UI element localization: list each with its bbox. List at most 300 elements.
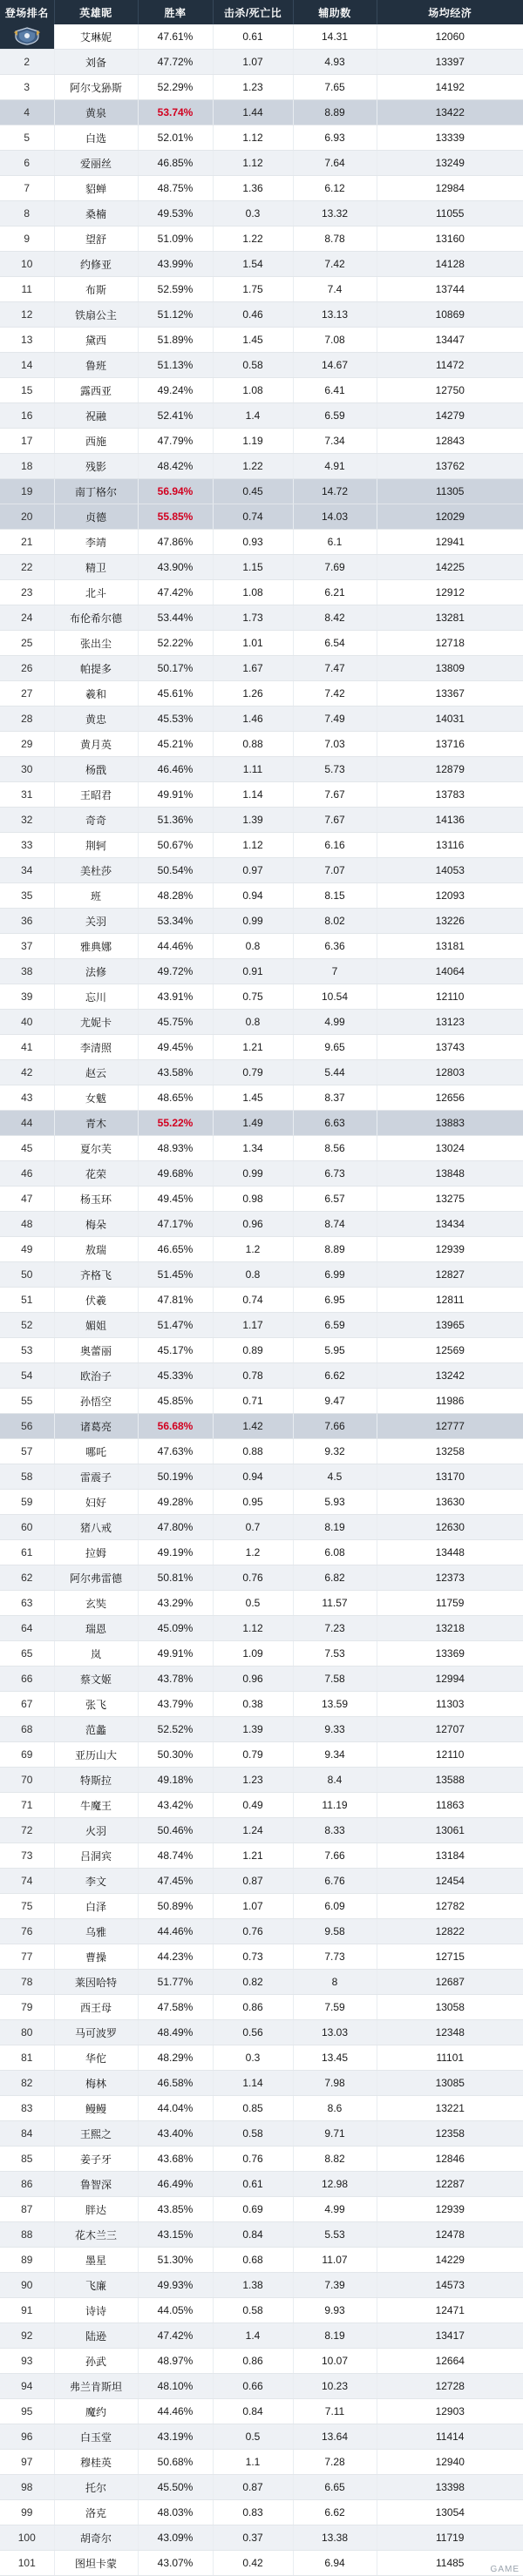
table-row[interactable] bbox=[0, 580, 523, 605]
table-row[interactable] bbox=[0, 2045, 523, 2071]
cell-kd-ratio: 0.91 bbox=[213, 959, 293, 984]
cell-hero-name: 猪八戒 bbox=[54, 1515, 138, 1540]
cell-gold: 13160 bbox=[377, 226, 523, 252]
cell-assists: 4.5 bbox=[293, 1464, 377, 1490]
cell-winrate: 55.85% bbox=[138, 504, 213, 530]
cell-kd-ratio: 0.8 bbox=[213, 934, 293, 959]
table-row[interactable] bbox=[0, 1187, 523, 1212]
cell-winrate: 49.45% bbox=[138, 1187, 213, 1212]
table-row[interactable] bbox=[0, 656, 523, 681]
cell-kd-ratio: 0.76 bbox=[213, 1919, 293, 1944]
cell-assists: 6.59 bbox=[293, 403, 377, 429]
cell-assists: 7.59 bbox=[293, 1995, 377, 2020]
table-row[interactable] bbox=[0, 504, 523, 530]
cell-gold: 12373 bbox=[377, 1565, 523, 1591]
table-row[interactable] bbox=[0, 2298, 523, 2323]
cell-rank: 95 bbox=[0, 2399, 54, 2424]
cell-kd-ratio: 0.76 bbox=[213, 2147, 293, 2172]
cell-hero-name: 王熙之 bbox=[54, 2121, 138, 2147]
cell-kd-ratio: 0.42 bbox=[213, 2551, 293, 2576]
cell-winrate: 52.41% bbox=[138, 403, 213, 429]
cell-gold: 12287 bbox=[377, 2172, 523, 2197]
cell-gold: 12478 bbox=[377, 2222, 523, 2248]
table-row[interactable] bbox=[0, 1793, 523, 1818]
cell-hero-name: 荆轲 bbox=[54, 833, 138, 858]
table-row[interactable] bbox=[0, 1919, 523, 1944]
table-row[interactable] bbox=[0, 833, 523, 858]
table-row[interactable] bbox=[0, 757, 523, 782]
cell-gold: 13061 bbox=[377, 1818, 523, 1843]
column-header-rank[interactable]: 登场排名 bbox=[0, 0, 54, 24]
table-row[interactable] bbox=[0, 2172, 523, 2197]
table-row[interactable] bbox=[0, 201, 523, 226]
cell-assists: 8.74 bbox=[293, 1212, 377, 1237]
cell-kd-ratio: 1.45 bbox=[213, 328, 293, 353]
cell-kd-ratio: 1.12 bbox=[213, 151, 293, 176]
cell-kd-ratio: 0.61 bbox=[213, 24, 293, 50]
cell-winrate: 50.67% bbox=[138, 833, 213, 858]
table-row[interactable] bbox=[0, 24, 523, 50]
cell-winrate: 43.91% bbox=[138, 984, 213, 1010]
cell-kd-ratio: 0.58 bbox=[213, 2298, 293, 2323]
table-row[interactable] bbox=[0, 1768, 523, 1793]
cell-assists: 7.4 bbox=[293, 277, 377, 302]
table-row[interactable] bbox=[0, 100, 523, 125]
table-row[interactable] bbox=[0, 2222, 523, 2248]
cell-gold: 13743 bbox=[377, 1035, 523, 1060]
cell-rank: 45 bbox=[0, 1136, 54, 1161]
table-row[interactable] bbox=[0, 1944, 523, 1970]
cell-kd-ratio: 1.46 bbox=[213, 707, 293, 732]
table-row[interactable] bbox=[0, 1565, 523, 1591]
cell-kd-ratio: 0.3 bbox=[213, 2045, 293, 2071]
cell-assists: 10.23 bbox=[293, 2374, 377, 2399]
cell-gold: 11986 bbox=[377, 1389, 523, 1414]
cell-assists: 7.67 bbox=[293, 808, 377, 833]
cell-gold: 12827 bbox=[377, 1262, 523, 1288]
cell-hero-name: 桑楠 bbox=[54, 201, 138, 226]
table-row[interactable] bbox=[0, 555, 523, 580]
table-row[interactable] bbox=[0, 2374, 523, 2399]
cell-kd-ratio: 1.21 bbox=[213, 1843, 293, 1869]
cell-gold: 12803 bbox=[377, 1060, 523, 1085]
cell-rank: 59 bbox=[0, 1490, 54, 1515]
table-row[interactable] bbox=[0, 176, 523, 201]
cell-hero-name: 白玉堂 bbox=[54, 2424, 138, 2450]
cell-assists: 13.38 bbox=[293, 2525, 377, 2551]
cell-assists: 7.67 bbox=[293, 782, 377, 808]
cell-rank: 52 bbox=[0, 1313, 54, 1338]
table-row[interactable] bbox=[0, 2525, 523, 2551]
cell-assists: 7.73 bbox=[293, 1944, 377, 1970]
cell-assists: 14.03 bbox=[293, 504, 377, 530]
cell-hero-name: 赵云 bbox=[54, 1060, 138, 1085]
cell-winrate: 44.23% bbox=[138, 1944, 213, 1970]
cell-kd-ratio: 0.95 bbox=[213, 1490, 293, 1515]
table-row[interactable] bbox=[0, 909, 523, 934]
cell-kd-ratio: 0.58 bbox=[213, 2121, 293, 2147]
cell-hero-name: 妇好 bbox=[54, 1490, 138, 1515]
table-row[interactable] bbox=[0, 2096, 523, 2121]
table-row[interactable] bbox=[0, 1641, 523, 1667]
cell-hero-name: 亚历山大 bbox=[54, 1742, 138, 1768]
table-row[interactable] bbox=[0, 1464, 523, 1490]
cell-assists: 7.53 bbox=[293, 1641, 377, 1667]
cell-rank: 80 bbox=[0, 2020, 54, 2045]
table-row[interactable] bbox=[0, 75, 523, 100]
table-row[interactable] bbox=[0, 1869, 523, 1894]
cell-hero-name: 西王母 bbox=[54, 1995, 138, 2020]
cell-assists: 9.32 bbox=[293, 1439, 377, 1464]
table-row[interactable] bbox=[0, 732, 523, 757]
cell-winrate: 47.58% bbox=[138, 1995, 213, 2020]
table-row[interactable] bbox=[0, 2323, 523, 2349]
table-row[interactable] bbox=[0, 1035, 523, 1060]
cell-winrate: 52.59% bbox=[138, 277, 213, 302]
cell-rank: 12 bbox=[0, 302, 54, 328]
cell-hero-name: 胡奇尔 bbox=[54, 2525, 138, 2551]
table-row[interactable] bbox=[0, 808, 523, 833]
cell-kd-ratio: 0.93 bbox=[213, 530, 293, 555]
cell-hero-name: 黄泉 bbox=[54, 100, 138, 125]
table-row[interactable] bbox=[0, 2147, 523, 2172]
cell-assists: 7.07 bbox=[293, 858, 377, 883]
cell-assists: 9.34 bbox=[293, 1742, 377, 1768]
cell-winrate: 47.61% bbox=[138, 24, 213, 50]
cell-assists: 12.98 bbox=[293, 2172, 377, 2197]
cell-winrate: 49.91% bbox=[138, 782, 213, 808]
cell-kd-ratio: 0.96 bbox=[213, 1212, 293, 1237]
cell-kd-ratio: 0.69 bbox=[213, 2197, 293, 2222]
table-row[interactable] bbox=[0, 1212, 523, 1237]
table-row[interactable] bbox=[0, 1667, 523, 1692]
table-row[interactable] bbox=[0, 858, 523, 883]
cell-kd-ratio: 0.61 bbox=[213, 2172, 293, 2197]
table-row[interactable] bbox=[0, 1262, 523, 1288]
table-row[interactable] bbox=[0, 2399, 523, 2424]
cell-assists: 7.03 bbox=[293, 732, 377, 757]
cell-hero-name: 吕洞宾 bbox=[54, 1843, 138, 1869]
cell-kd-ratio: 1.49 bbox=[213, 1111, 293, 1136]
cell-gold: 13630 bbox=[377, 1490, 523, 1515]
cell-winrate: 50.81% bbox=[138, 1565, 213, 1591]
table-row[interactable] bbox=[0, 959, 523, 984]
cell-assists: 9.71 bbox=[293, 2121, 377, 2147]
cell-assists: 8.89 bbox=[293, 1237, 377, 1262]
cell-gold: 13281 bbox=[377, 605, 523, 631]
cell-rank: 13 bbox=[0, 328, 54, 353]
cell-gold: 13448 bbox=[377, 1540, 523, 1565]
cell-assists: 6.36 bbox=[293, 934, 377, 959]
table-row[interactable] bbox=[0, 883, 523, 909]
cell-gold: 12750 bbox=[377, 378, 523, 403]
cell-hero-name: 哪吒 bbox=[54, 1439, 138, 1464]
cell-winrate: 48.97% bbox=[138, 2349, 213, 2374]
table-row[interactable] bbox=[0, 1818, 523, 1843]
cell-hero-name: 梅林 bbox=[54, 2071, 138, 2096]
cell-assists: 6.41 bbox=[293, 378, 377, 403]
table-row[interactable] bbox=[0, 1439, 523, 1464]
cell-rank: 7 bbox=[0, 176, 54, 201]
cell-kd-ratio: 1.19 bbox=[213, 429, 293, 454]
cell-hero-name: 玄奘 bbox=[54, 1591, 138, 1616]
table-row[interactable] bbox=[0, 2273, 523, 2298]
cell-assists: 8.02 bbox=[293, 909, 377, 934]
cell-hero-name: 洛克 bbox=[54, 2500, 138, 2525]
table-row[interactable] bbox=[0, 2121, 523, 2147]
cell-winrate: 50.46% bbox=[138, 1818, 213, 1843]
cell-rank: 98 bbox=[0, 2475, 54, 2500]
table-row[interactable] bbox=[0, 1540, 523, 1565]
cell-rank: 47 bbox=[0, 1187, 54, 1212]
cell-gold: 13762 bbox=[377, 454, 523, 479]
cell-winrate: 43.58% bbox=[138, 1060, 213, 1085]
table-row[interactable] bbox=[0, 1742, 523, 1768]
cell-rank: 54 bbox=[0, 1363, 54, 1389]
cell-assists: 9.58 bbox=[293, 1919, 377, 1944]
cell-rank: 72 bbox=[0, 1818, 54, 1843]
cell-hero-name: 贞德 bbox=[54, 504, 138, 530]
cell-assists: 8.19 bbox=[293, 1515, 377, 1540]
table-row[interactable] bbox=[0, 1970, 523, 1995]
table-row[interactable] bbox=[0, 2197, 523, 2222]
table-row[interactable] bbox=[0, 2500, 523, 2525]
table-row[interactable] bbox=[0, 1085, 523, 1111]
cell-hero-name: 胖达 bbox=[54, 2197, 138, 2222]
table-row[interactable] bbox=[0, 479, 523, 504]
table-row[interactable] bbox=[0, 2424, 523, 2450]
table-row[interactable] bbox=[0, 605, 523, 631]
cell-kd-ratio: 1.1 bbox=[213, 2450, 293, 2475]
cell-winrate: 45.61% bbox=[138, 681, 213, 707]
cell-hero-name: 黄忠 bbox=[54, 707, 138, 732]
cell-rank: 67 bbox=[0, 1692, 54, 1717]
cell-assists: 8.15 bbox=[293, 883, 377, 909]
cell-hero-name: 美杜莎 bbox=[54, 858, 138, 883]
cell-rank: 64 bbox=[0, 1616, 54, 1641]
cell-hero-name: 关羽 bbox=[54, 909, 138, 934]
cell-winrate: 44.46% bbox=[138, 1919, 213, 1944]
cell-rank: 38 bbox=[0, 959, 54, 984]
table-row[interactable] bbox=[0, 2248, 523, 2273]
table-row[interactable] bbox=[0, 1060, 523, 1085]
cell-kd-ratio: 1.73 bbox=[213, 605, 293, 631]
cell-gold: 12358 bbox=[377, 2121, 523, 2147]
table-header bbox=[0, 0, 523, 24]
cell-gold: 12715 bbox=[377, 1944, 523, 1970]
cell-kd-ratio: 0.5 bbox=[213, 1591, 293, 1616]
cell-gold: 11472 bbox=[377, 353, 523, 378]
table-row[interactable] bbox=[0, 984, 523, 1010]
table-row[interactable] bbox=[0, 2450, 523, 2475]
table-row[interactable] bbox=[0, 1490, 523, 1515]
cell-kd-ratio: 0.76 bbox=[213, 1565, 293, 1591]
cell-hero-name: 媚姐 bbox=[54, 1313, 138, 1338]
cell-hero-name: 北斗 bbox=[54, 580, 138, 605]
cell-winrate: 52.29% bbox=[138, 75, 213, 100]
column-header-hero[interactable]: 英雄昵 bbox=[54, 0, 138, 24]
table-row[interactable] bbox=[0, 252, 523, 277]
cell-assists: 6.95 bbox=[293, 1288, 377, 1313]
cell-kd-ratio: 1.21 bbox=[213, 1035, 293, 1060]
table-row[interactable] bbox=[0, 302, 523, 328]
table-row[interactable] bbox=[0, 1288, 523, 1313]
cell-gold: 13367 bbox=[377, 681, 523, 707]
cell-winrate: 53.74% bbox=[138, 100, 213, 125]
table-row[interactable] bbox=[0, 277, 523, 302]
table-row[interactable] bbox=[0, 2551, 523, 2576]
column-header-assists[interactable]: 辅助数 bbox=[293, 0, 377, 24]
table-row[interactable] bbox=[0, 1894, 523, 1919]
table-row[interactable] bbox=[0, 1414, 523, 1439]
cell-hero-name: 齐格飞 bbox=[54, 1262, 138, 1288]
table-row[interactable] bbox=[0, 125, 523, 151]
cell-rank: 27 bbox=[0, 681, 54, 707]
cell-rank: 50 bbox=[0, 1262, 54, 1288]
cell-winrate: 47.72% bbox=[138, 50, 213, 75]
cell-winrate: 51.45% bbox=[138, 1262, 213, 1288]
cell-gold: 11055 bbox=[377, 201, 523, 226]
cell-rank: 77 bbox=[0, 1944, 54, 1970]
cell-kd-ratio: 0.56 bbox=[213, 2020, 293, 2045]
cell-rank: 6 bbox=[0, 151, 54, 176]
cell-assists: 5.73 bbox=[293, 757, 377, 782]
table-row[interactable] bbox=[0, 353, 523, 378]
table-row[interactable] bbox=[0, 226, 523, 252]
column-header-gold[interactable]: 场均经济 bbox=[377, 0, 523, 24]
cell-assists: 6.08 bbox=[293, 1540, 377, 1565]
column-header-kd[interactable]: 击杀/死亡比 bbox=[213, 0, 293, 24]
cell-assists: 6.12 bbox=[293, 176, 377, 201]
cell-assists: 7.42 bbox=[293, 681, 377, 707]
cell-assists: 4.91 bbox=[293, 454, 377, 479]
cell-winrate: 51.12% bbox=[138, 302, 213, 328]
cell-assists: 6.99 bbox=[293, 1262, 377, 1288]
cell-winrate: 46.85% bbox=[138, 151, 213, 176]
table-row[interactable] bbox=[0, 1389, 523, 1414]
cell-hero-name: 伏羲 bbox=[54, 1288, 138, 1313]
cell-rank: 42 bbox=[0, 1060, 54, 1085]
table-row[interactable] bbox=[0, 1363, 523, 1389]
cell-hero-name: 忘川 bbox=[54, 984, 138, 1010]
cell-winrate: 44.05% bbox=[138, 2298, 213, 2323]
table-row[interactable] bbox=[0, 151, 523, 176]
cell-hero-name: 鳗鳗 bbox=[54, 2096, 138, 2121]
table-row[interactable] bbox=[0, 1717, 523, 1742]
table-row[interactable] bbox=[0, 1313, 523, 1338]
table-row[interactable] bbox=[0, 454, 523, 479]
cell-gold: 12879 bbox=[377, 757, 523, 782]
cell-rank: 63 bbox=[0, 1591, 54, 1616]
cell-gold: 12718 bbox=[377, 631, 523, 656]
column-header-winrate[interactable]: 胜率 bbox=[138, 0, 213, 24]
cell-assists: 6.73 bbox=[293, 1161, 377, 1187]
cell-hero-name: 梅朵 bbox=[54, 1212, 138, 1237]
table-row[interactable] bbox=[0, 328, 523, 353]
table-row[interactable] bbox=[0, 681, 523, 707]
table-row[interactable] bbox=[0, 2475, 523, 2500]
cell-rank: 9 bbox=[0, 226, 54, 252]
table-row[interactable] bbox=[0, 782, 523, 808]
table-row[interactable] bbox=[0, 429, 523, 454]
table-row[interactable] bbox=[0, 1515, 523, 1540]
table-row[interactable] bbox=[0, 403, 523, 429]
cell-hero-name: 孙悟空 bbox=[54, 1389, 138, 1414]
cell-kd-ratio: 1.39 bbox=[213, 808, 293, 833]
cell-kd-ratio: 0.37 bbox=[213, 2525, 293, 2551]
cell-hero-name: 诸葛亮 bbox=[54, 1414, 138, 1439]
cell-winrate: 49.93% bbox=[138, 2273, 213, 2298]
cell-assists: 6.63 bbox=[293, 1111, 377, 1136]
table-row[interactable] bbox=[0, 1338, 523, 1363]
cell-hero-name: 艾琳妮 bbox=[54, 24, 138, 50]
cell-rank: 51 bbox=[0, 1288, 54, 1313]
table-row[interactable] bbox=[0, 2020, 523, 2045]
cell-gold: 13883 bbox=[377, 1111, 523, 1136]
cell-gold: 12940 bbox=[377, 2450, 523, 2475]
cell-hero-name: 姜子牙 bbox=[54, 2147, 138, 2172]
cell-assists: 11.07 bbox=[293, 2248, 377, 2273]
table-row[interactable] bbox=[0, 1692, 523, 1717]
table-row[interactable] bbox=[0, 50, 523, 75]
cell-winrate: 53.44% bbox=[138, 605, 213, 631]
cell-winrate: 50.19% bbox=[138, 1464, 213, 1490]
table-row[interactable] bbox=[0, 378, 523, 403]
table-row[interactable] bbox=[0, 934, 523, 959]
cell-assists: 6.1 bbox=[293, 530, 377, 555]
table-row[interactable] bbox=[0, 707, 523, 732]
table-row[interactable] bbox=[0, 631, 523, 656]
cell-gold: 11759 bbox=[377, 1591, 523, 1616]
cell-hero-name: 华佗 bbox=[54, 2045, 138, 2071]
cell-hero-name: 孙武 bbox=[54, 2349, 138, 2374]
table-row[interactable] bbox=[0, 1161, 523, 1187]
cell-kd-ratio: 1.12 bbox=[213, 125, 293, 151]
cell-assists: 7 bbox=[293, 959, 377, 984]
table-row[interactable] bbox=[0, 530, 523, 555]
cell-gold: 11101 bbox=[377, 2045, 523, 2071]
cell-assists: 13.45 bbox=[293, 2045, 377, 2071]
table-row[interactable] bbox=[0, 1136, 523, 1161]
cell-kd-ratio: 1.2 bbox=[213, 1237, 293, 1262]
table-row[interactable] bbox=[0, 1843, 523, 1869]
table-row[interactable] bbox=[0, 2349, 523, 2374]
table-row[interactable] bbox=[0, 1616, 523, 1641]
cell-hero-name: 法修 bbox=[54, 959, 138, 984]
cell-winrate: 53.34% bbox=[138, 909, 213, 934]
table-row[interactable] bbox=[0, 1591, 523, 1616]
cell-kd-ratio: 0.46 bbox=[213, 302, 293, 328]
cell-rank: 48 bbox=[0, 1212, 54, 1237]
cell-gold: 14573 bbox=[377, 2273, 523, 2298]
cell-winrate: 52.01% bbox=[138, 125, 213, 151]
table-row[interactable] bbox=[0, 1111, 523, 1136]
cell-hero-name: 欧治子 bbox=[54, 1363, 138, 1389]
cell-assists: 4.99 bbox=[293, 2197, 377, 2222]
table-row[interactable] bbox=[0, 1995, 523, 2020]
cell-gold: 12941 bbox=[377, 530, 523, 555]
table-row[interactable] bbox=[0, 1010, 523, 1035]
cell-kd-ratio: 0.87 bbox=[213, 1869, 293, 1894]
cell-kd-ratio: 0.79 bbox=[213, 1742, 293, 1768]
table-row[interactable] bbox=[0, 1237, 523, 1262]
cell-hero-name: 李清照 bbox=[54, 1035, 138, 1060]
table-row[interactable] bbox=[0, 2071, 523, 2096]
cell-gold: 12822 bbox=[377, 1919, 523, 1944]
cell-hero-name: 诗诗 bbox=[54, 2298, 138, 2323]
cell-kd-ratio: 0.8 bbox=[213, 1262, 293, 1288]
cell-gold: 12656 bbox=[377, 1085, 523, 1111]
